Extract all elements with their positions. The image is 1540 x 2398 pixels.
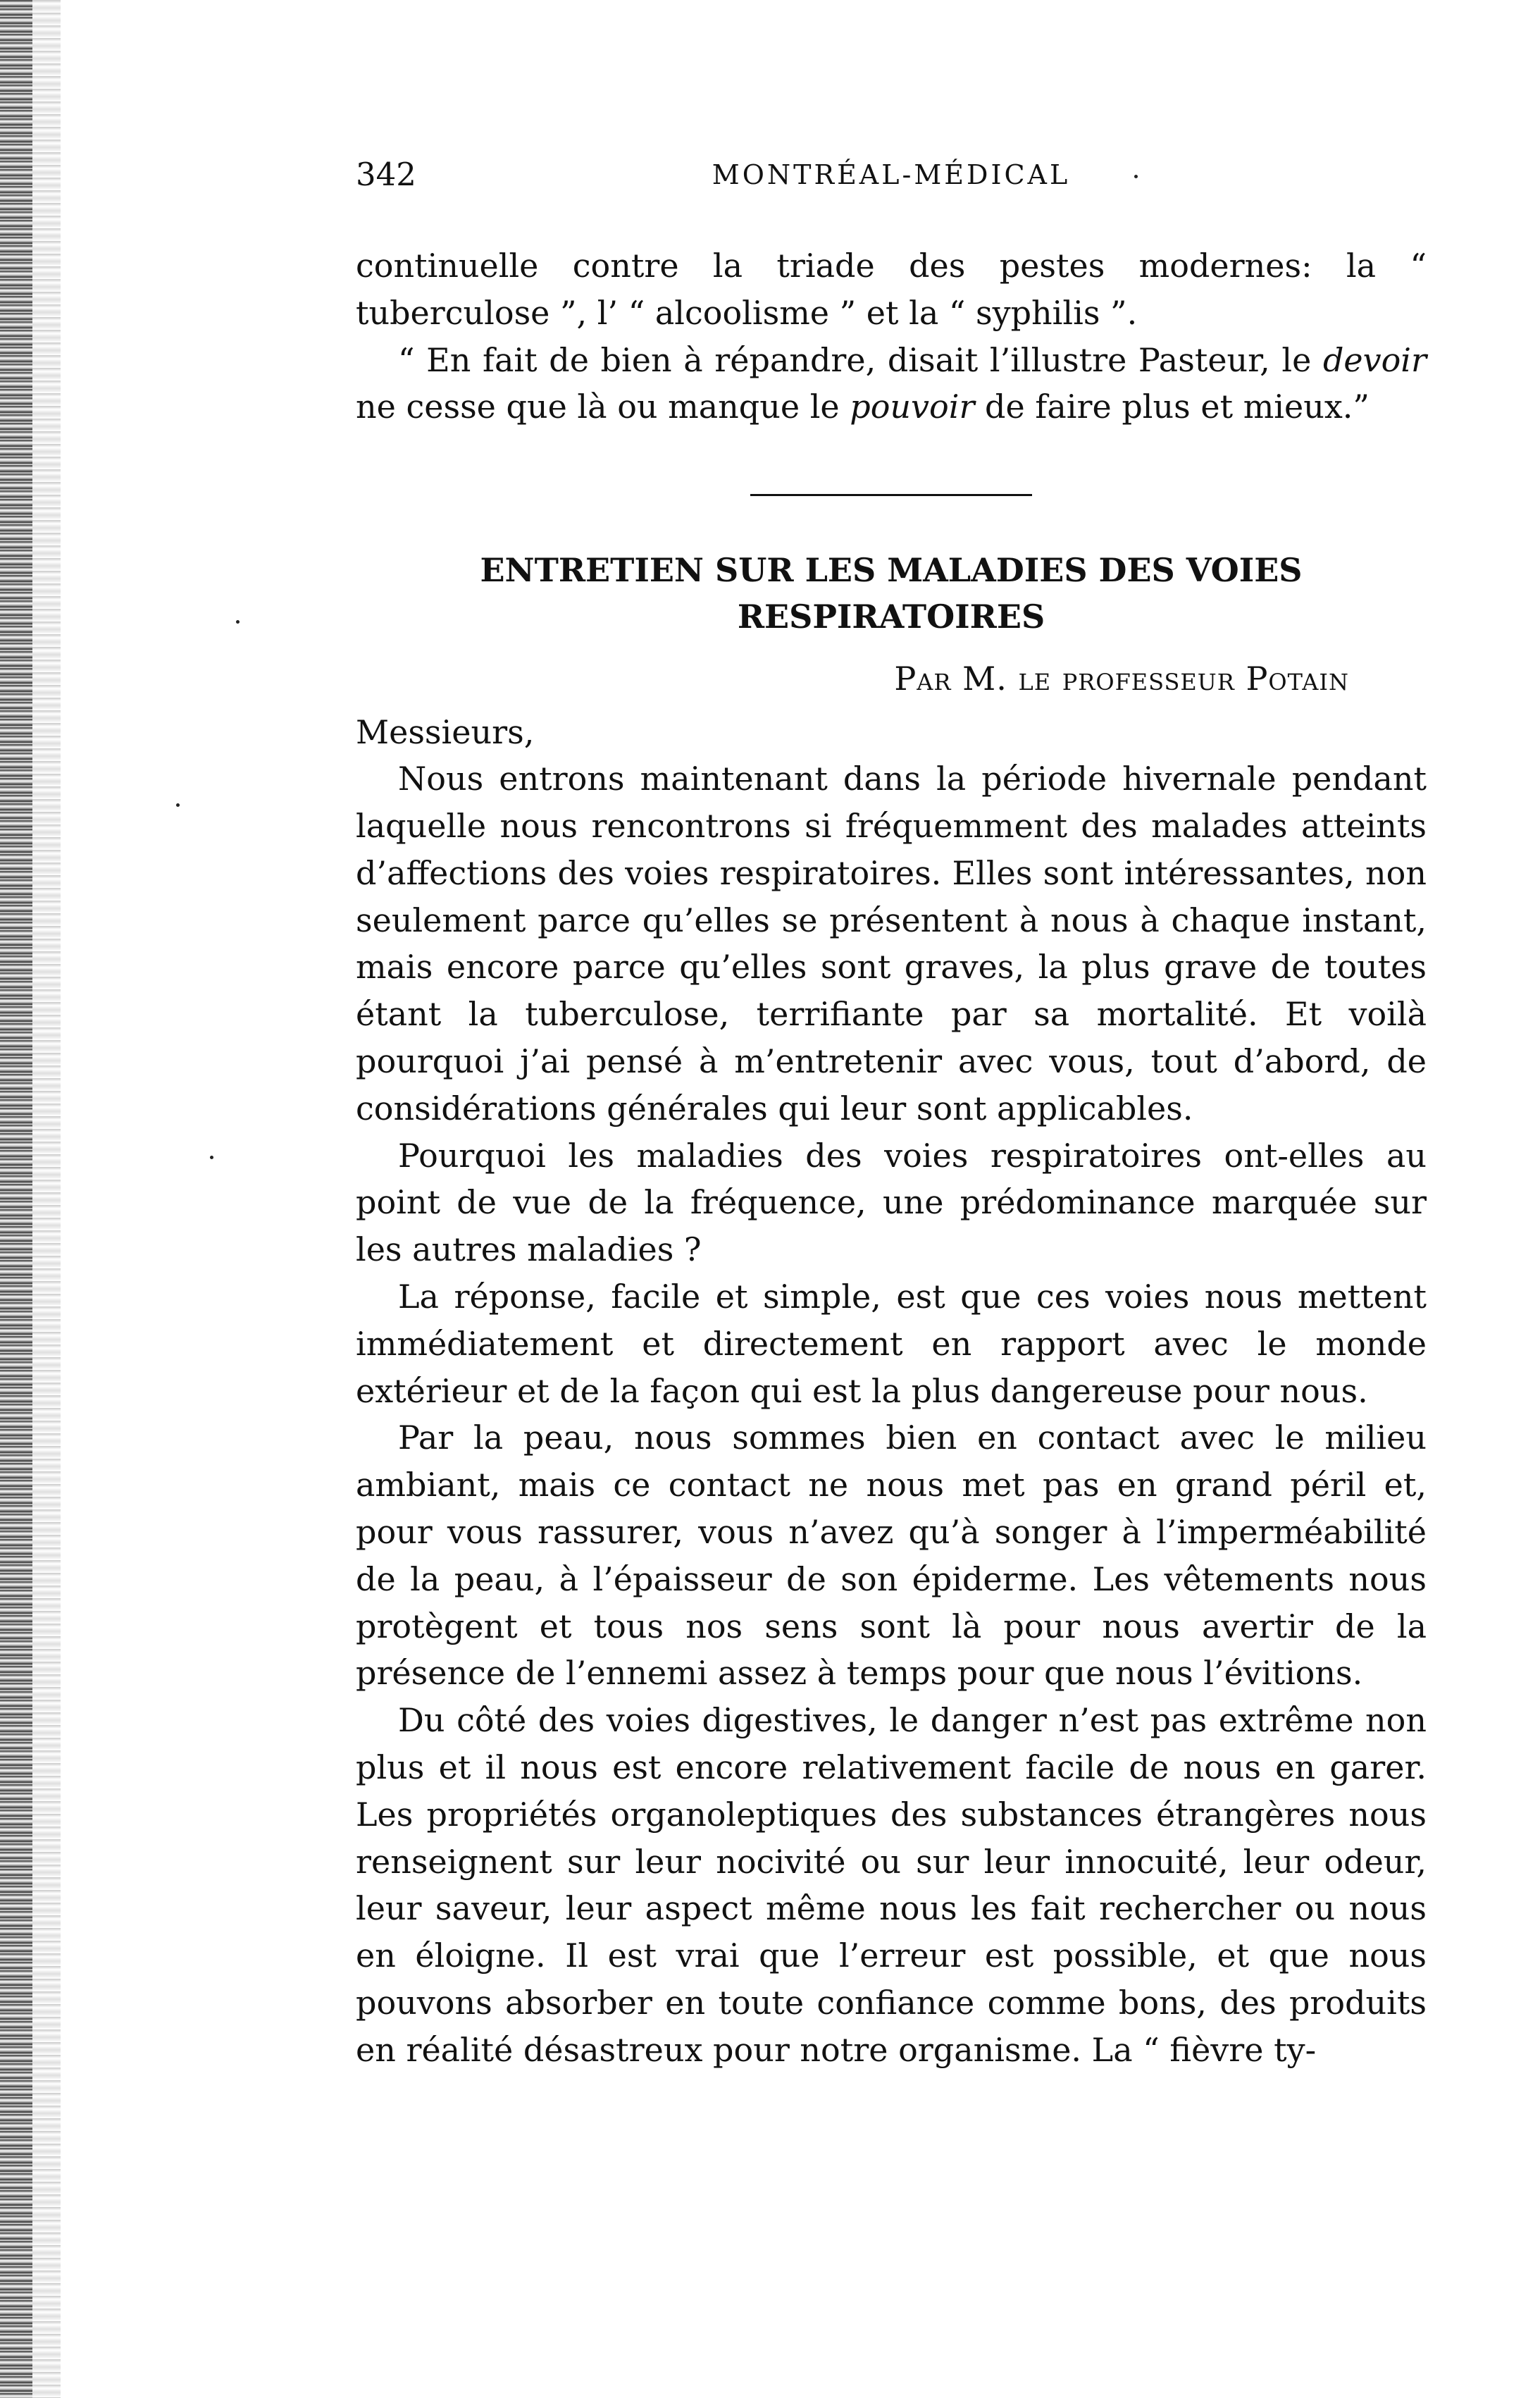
scanned-binding-edge	[0, 0, 32, 2398]
book-page	[356, 154, 1427, 2074]
scan-speck	[236, 620, 240, 624]
quote-emphasis-devoir: devoir	[1322, 340, 1427, 379]
quote-text: “ En fait de bien à répandre, disait l’illustre Pasteur, le	[398, 340, 1323, 379]
article-title-line-2: RESPIRATOIRES	[737, 598, 1045, 636]
article-title-line-1: ENTRETIEN SUR LES MALADIES DES VOIES	[480, 551, 1303, 590]
section-divider	[750, 494, 1032, 496]
author-byline: Par M. le professeur Potain	[894, 660, 1349, 698]
scan-speck	[176, 803, 180, 807]
article-paragraph: La réponse, facile et simple, est que ces voies nous mettent immédiatement et directement en rapport avec le monde extérieur et de la façon qui est la plus dangereuse pour nous.	[356, 1277, 1427, 1410]
scan-speck	[210, 1156, 213, 1159]
salutation: Messieurs,	[356, 713, 535, 752]
quote-text: ne cesse que là ou manque le	[356, 388, 850, 426]
article-paragraph: Nous entrons maintenant dans la période hivernale pendant laquelle nous rencontrons si fréquemment des malades atteints d’affections des voies respiratoires. Elles sont intéressantes, non seulement parce qu’elles se présentent à nous à chaque instant, mais encore parce qu’elles sont graves, la plus grave de toutes étant la tuberculose, terrifiante par sa mortalité. Et voilà pourquoi j’ai pensé à m’entretenir avec vous, tout d’abord, de considérations générales qui leur sont applicables.	[356, 760, 1427, 1127]
journal-title: MONTRÉAL-MÉDICAL	[712, 159, 1071, 190]
intro-paragraph-2-pasteur-quote	[356, 337, 1427, 431]
article-paragraph: Par la peau, nous sommes bien en contact avec le milieu ambiant, mais ce contact ne nous met pas en grand péril et, pour vous rassurer, vous n’avez qu’à songer à l’imperméabilité de la peau, à l’épaisseur de son épiderme. Les vêtements nous protègent et tous nos sens sont là pour nous avertir de la présence de l’ennemi assez à temps pour que nous l’évitions.	[356, 1419, 1427, 1693]
page-number: 342	[356, 156, 416, 193]
quote-emphasis-pouvoir: pouvoir	[850, 388, 975, 426]
article-paragraph: Du côté des voies digestives, le danger n’est pas extrême non plus et il nous est encore relativement facile de nous en garer. Les propriétés organoleptiques des substances étrangères nous renseignent sur leur nocivité ou sur leur innocuité, leur odeur, leur saveur, leur aspect même nous les fait rechercher ou nous en éloigne. Il est vrai que l’erreur est possible, et que nous pouvons absorber en toute confiance comme bons, des produits en réalité désastreux pour notre organisme. La “ fièvre ty-	[356, 1701, 1427, 2069]
running-header	[356, 154, 1427, 203]
article-title	[356, 547, 1427, 640]
article-paragraph: Pourquoi les maladies des voies respiratoires ont-elles au point de vue de la fréquence, une prédominance marquée sur les autres maladies ?	[356, 1136, 1427, 1269]
quote-text: de faire plus et mieux.”	[974, 388, 1370, 426]
intro-paragraph-1: continuelle contre la triade des pestes modernes: la “ tuberculose ”, l’ “ alcoolisme ” et la “ syphilis ”.	[356, 247, 1427, 332]
